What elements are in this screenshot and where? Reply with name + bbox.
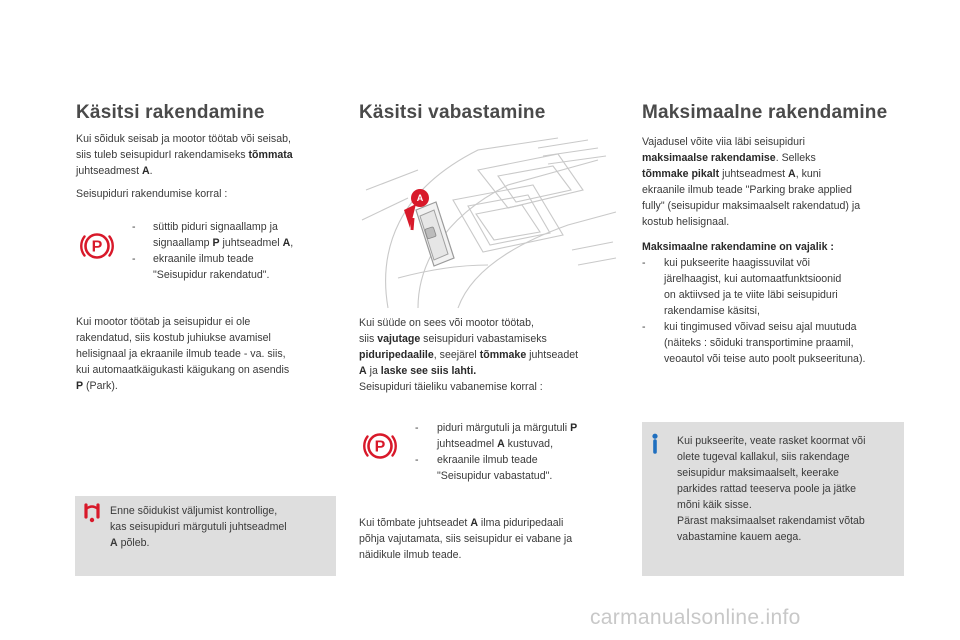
requirement-2: kui tingimused võivad seisu ajal muutuda (näiteks : sõiduki transportimine praamil, veoautol või teise auto poolt pukseerituna). [664,321,866,365]
info-icon [648,433,662,455]
maximum-intro-paragraph: Vajadusel võite viia läbi seisupiduri maksimaalse rakendamise. Selleks tõmmake pikalt juhtseadmest A, kuni ekraanile ilmub teade "Parking brake applied fully" (seisupidur maksimaalselt rakendatud) ja kostub helisignaal. [642,136,861,228]
console-illustration [358,130,620,312]
bullet-dash: - [415,422,419,434]
info-text: Kui pukseerite, veate rasket koormat või olete tugeval kallakul, siis rakendage seisupidur maksimaalselt, keerake parkides rattad teeserva poole ja jätke mõni käik sisse. Pärast maksimaalset rakendamist võtab vabastamine kauem aega. [677,435,866,543]
release-bullet-1: piduri märgutuli ja märgutuli P juhtseadmel A kustuvad, [437,422,578,450]
requirements-title: Maksimaalne rakendamine on vajalik : [642,241,834,253]
bullet-dash: - [132,221,136,233]
bullet-dash: - [642,257,646,269]
apply-bullet-2: ekraanile ilmub teade "Seisupidur rakendatud". [153,253,270,281]
svg-text:P: P [374,438,386,456]
warning-text: Enne sõidukist väljumist kontrollige, kas seisupiduri märgutuli juhtseadmel A põleb. [110,505,287,549]
intro-paragraph: Kui sõiduk seisab ja mootor töötab või seisab, siis tuleb seisupidurI rakendamiseks tõmmata juhtseadmest A. [76,133,293,177]
bullet-dash: - [415,454,419,466]
apply-bullet-1: süttib piduri signaallamp ja signaallamp P juhtseadmel A, [153,221,294,249]
heading-manual-apply: Käsitsi rakendamine [76,102,265,123]
door-warning-paragraph: Kui mootor töötab ja seisupidur ei ole rakendatud, siis kostub juhiukse avamisel helisignaal ja ekraanile ilmub teade - va. siis, kui automaatkäigukasti käigukang on asendis P (Park). [76,316,290,392]
apply-order-text: Seisupiduri rakendumise korral : [76,188,228,200]
release-note-paragraph: Kui tõmbate juhtseadet A ilma piduripedaali põhja vajutamata, siis seisupidur ei vabane ja näidikule ilmub teade. [359,517,573,561]
warning-icon [82,503,102,525]
watermark: carmanualsonline.info [590,606,801,629]
bullet-dash: - [132,253,136,265]
bullet-dash: - [642,321,646,333]
release-bullet-2: ekraanile ilmub teade "Seisupidur vabastatud". [437,454,553,482]
figure-label-a: A [416,193,424,203]
svg-text:P: P [91,238,103,256]
heading-maximum-apply: Maksimaalne rakendamine [642,102,888,123]
heading-manual-release: Käsitsi vabastamine [359,102,546,123]
parking-brake-icon [78,227,116,265]
parking-brake-icon [361,427,399,465]
release-paragraph: Kui süüde on sees või mootor töötab, siis vajutage seisupiduri vabastamiseks piduripedaalile, seejärel tõmmake juhtseadet A ja laske see siis lahti. Seisupiduri täieliku vabanemise korral : [359,317,579,393]
requirement-1: kui pukseerite haagissuvilat või järelhaagist, kui automaatfunktsioonid on aktiivsed ja te viite läbi seisupiduri rakendamise käsitsi, [664,257,842,317]
